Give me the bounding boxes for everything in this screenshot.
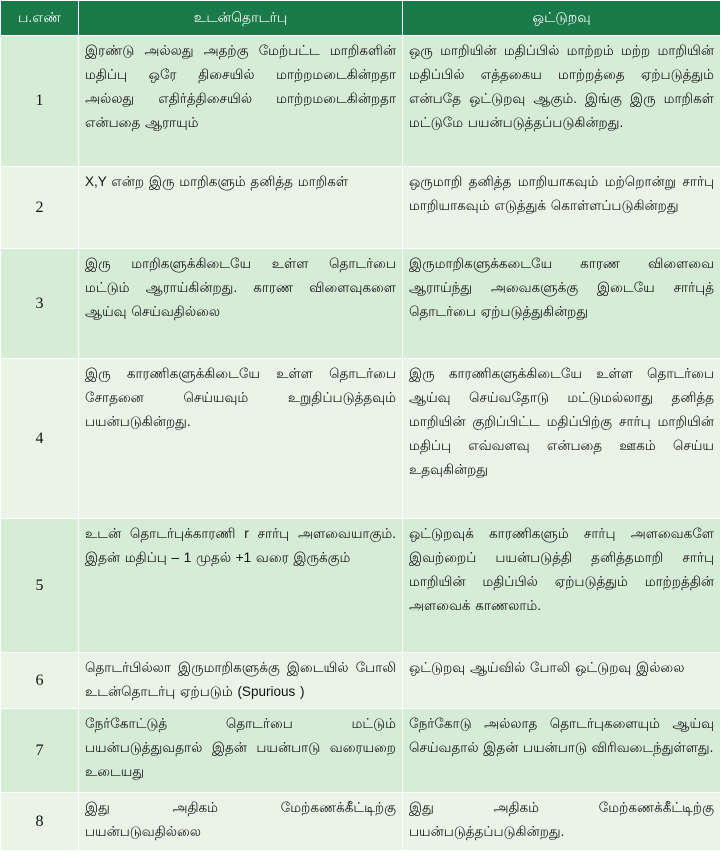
correlation-cell: இரண்டு அல்லது அதற்கு மேற்பட்ட மாறிகளின் மதிப்பு ஒரே திசையில் மாற்றமடைகின்றதா அல்லது எதிர்த்திசையில் மாற்றமடைகின்றதா என்பதை ஆராயும் xyxy=(79,36,403,167)
regression-cell: இருமாறிகளுக்கடையே காரண விளைவை ஆராய்ந்து அவைகளுக்கு இடையே சார்புத் தொடர்பை ஏற்படுத்துகின்றது xyxy=(403,249,721,359)
header-serial-number: ப.எண் xyxy=(1,1,79,36)
regression-cell: இரு காரணிகளுக்கிடையே உள்ள தொடர்பை ஆய்வு செய்வதோடு மட்டுமல்லாது தனித்த மாறியின் குறிப்பிட்ட மதிப்பிற்கு சார்பு மாறியின் மதிப்பு எவ்வளவு என்பதை ஊகம் செய்ய உதவுகின்றது xyxy=(403,359,721,519)
table-row xyxy=(1,653,721,709)
correlation-cell: இது அதிகம் மேற்கணக்கீட்டிற்கு பயன்படுவதில்லை xyxy=(79,793,403,851)
row-number: 5 xyxy=(1,519,79,653)
table-row xyxy=(1,793,721,851)
correlation-cell: நேர்கோட்டுத் தொடர்பை மட்டும் பயன்படுத்துவதால் இதன் பயன்பாடு வரையறை உடையது xyxy=(79,709,403,793)
regression-cell: ஒட்டுறவு ஆய்வில் போலி ஒட்டுறவு இல்லை xyxy=(403,653,721,709)
row-number: 4 xyxy=(1,359,79,519)
row-number: 8 xyxy=(1,793,79,851)
table-row xyxy=(1,249,721,359)
row-number: 7 xyxy=(1,709,79,793)
correlation-cell: தொடர்பில்லா இருமாறிகளுக்கு இடையில் போலி உடன்தொடர்பு ஏற்படும் (Spurious ) xyxy=(79,653,403,709)
correlation-cell: X,Y என்ற இரு மாறிகளும் தனித்த மாறிகள் xyxy=(79,167,403,249)
correlation-cell: இரு காரணிகளுக்கிடையே உள்ள தொடர்பை சோதனை செய்யவும் உறுதிப்படுத்தவும் பயன்படுகின்றது. xyxy=(79,359,403,519)
table-row xyxy=(1,167,721,249)
regression-cell: ஒரு மாறியின் மதிப்பில் மாற்றம் மற்ற மாறியின் மதிப்பில் எத்தகைய மாற்றத்தை ஏற்படுத்தும் என்பதே ஒட்டுறவு ஆகும். இங்கு இரு மாறிகள் மட்டுமே பயன்படுத்தப்படுகின்றது. xyxy=(403,36,721,167)
table-row xyxy=(1,709,721,793)
header-row xyxy=(1,1,721,36)
regression-cell: நேர்கோடு அல்லாத தொடர்புகளையும் ஆய்வு செய்வதால் இதன் பயன்பாடு விரிவடைந்துள்ளது. xyxy=(403,709,721,793)
row-number: 6 xyxy=(1,653,79,709)
correlation-cell: இரு மாறிகளுக்கிடையே உள்ள தொடர்பை மட்டும் ஆராய்கின்றது. காரண விளைவுகளை ஆய்வு செய்வதில்லை xyxy=(79,249,403,359)
regression-cell: ஒட்டுறவுக் காரணிகளும் சார்பு அளவைகளே இவற்றைப் பயன்படுத்தி தனித்தமாறி சார்பு மாறியின் மதிப்பில் ஏற்படுத்தும் மாற்றத்தின் அளவைக் காணலாம். xyxy=(403,519,721,653)
header-regression: ஒட்டுறவு xyxy=(403,1,721,36)
correlation-cell: உடன் தொடர்புக்காரணி r சார்பு அளவையாகும். இதன் மதிப்பு – 1 முதல் +1 வரை இருக்கும் xyxy=(79,519,403,653)
regression-cell: இது அதிகம் மேற்கணக்கீட்டிற்கு பயன்படுத்தப்படுகின்றது. xyxy=(403,793,721,851)
row-number: 2 xyxy=(1,167,79,249)
row-number: 3 xyxy=(1,249,79,359)
header-correlation: உடன்தொடர்பு xyxy=(79,1,403,36)
table-row xyxy=(1,36,721,167)
table-row xyxy=(1,519,721,653)
table-row xyxy=(1,359,721,519)
row-number: 1 xyxy=(1,36,79,167)
regression-cell: ஒருமாறி தனித்த மாறியாகவும் மற்றொன்று சார்பு மாறியாகவும் எடுத்துக் கொள்ளப்படுகின்றது xyxy=(403,167,721,249)
